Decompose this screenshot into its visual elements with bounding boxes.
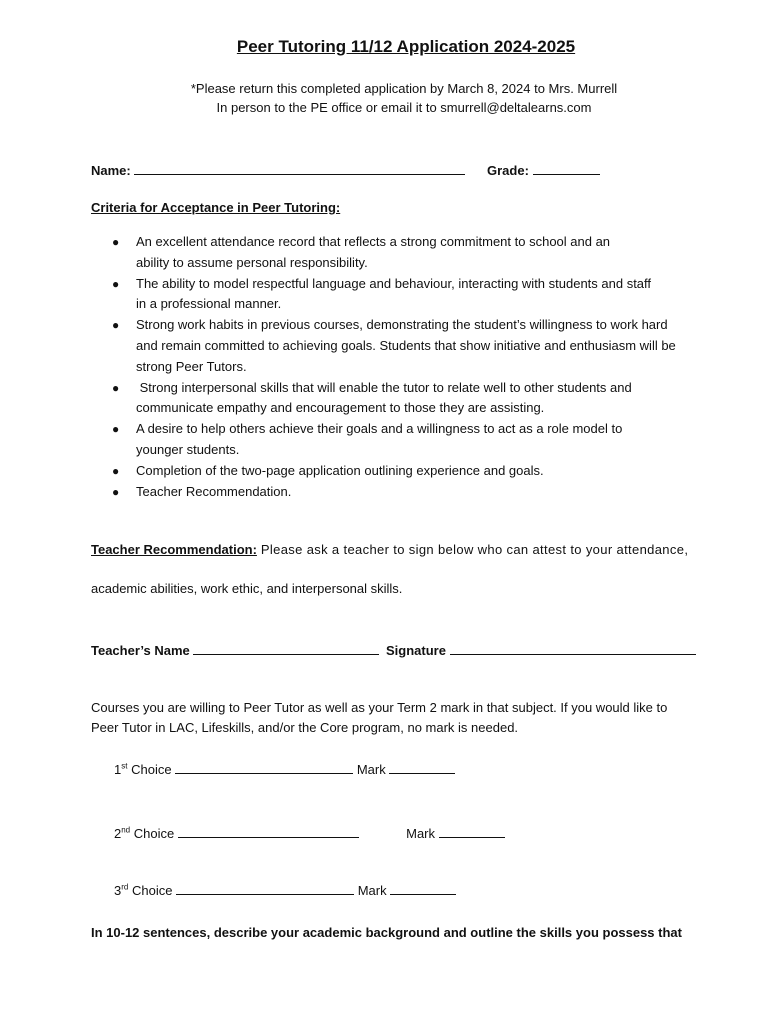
- signature-label: Signature: [386, 643, 446, 658]
- bullet-icon: ●: [112, 276, 120, 291]
- teacher-rec-label: Teacher Recommendation:: [91, 542, 257, 557]
- page-title: Peer Tutoring 11/12 Application 2024-2025: [236, 37, 576, 56]
- choice-3-input-line[interactable]: [176, 882, 354, 895]
- bullet-icon: ●: [112, 463, 120, 478]
- courses-intro: Courses you are willing to Peer Tutor as well as your Term 2 mark in that subject. If you would like to: [91, 700, 668, 715]
- submission-instruction: In person to the PE office or email it to smurrell@deltalearns.com: [216, 100, 592, 115]
- choice-1-row: 1st Choice Mark: [114, 761, 455, 777]
- grade-field: [487, 162, 600, 178]
- teacher-rec-text: Please ask a teacher to sign below who can attest to your attendance,: [256, 542, 689, 557]
- teacher-rec-paragraph: [91, 542, 688, 557]
- choice-2-row: 2nd Choice Mark: [114, 825, 505, 841]
- criteria-item: ● Strong work habits in previous courses, demonstrating the student’s willingness to work hard and remain committed to achieving goals. Students that show initiative and enthusiasm will be strong Peer Tutors.: [112, 317, 676, 374]
- courses-intro-cont: Peer Tutor in LAC, Lifeskills, and/or the Core program, no mark is needed.: [91, 720, 519, 735]
- criteria-item: ● Strong interpersonal skills that will enable the tutor to relate well to other students and communicate empathy and encouragement to those they are assisting.: [112, 379, 632, 416]
- name-field: [91, 162, 465, 178]
- teacher-name-input-line[interactable]: [193, 642, 379, 655]
- criteria-list: [100, 232, 740, 502]
- choice-2-input-line[interactable]: [178, 825, 359, 838]
- essay-prompt: In 10-12 sentences, describe your academic background and outline the skills you possess that: [91, 925, 682, 940]
- criteria-item: ● A desire to help others achieve their goals and a willingness to act as a role model to younger students.: [112, 421, 623, 457]
- teacher-rec-text-cont: academic abilities, work ethic, and interpersonal skills.: [91, 581, 403, 596]
- signature-input-line[interactable]: [450, 642, 696, 655]
- criteria-item: ● An excellent attendance record that reflects a strong commitment to school and an ability to assume personal responsibility.: [112, 234, 611, 270]
- name-label: Name:: [91, 163, 131, 178]
- mark-1-input-line[interactable]: [389, 761, 455, 774]
- criteria-item: ● The ability to model respectful language and behaviour, interacting with students and staff in a professional manner.: [112, 275, 652, 312]
- choice-1-label: Choice: [131, 762, 172, 777]
- name-input-line[interactable]: [134, 162, 465, 175]
- bullet-icon: ●: [112, 235, 120, 249]
- choice-2-label: Choice: [133, 826, 175, 841]
- criteria-item: ● Completion of the two-page application outlining experience and goals.: [100, 461, 740, 482]
- bullet-icon: ●: [112, 484, 120, 499]
- mark-2-label: Mark: [406, 826, 435, 841]
- teacher-name-field: [91, 642, 379, 658]
- grade-label: Grade:: [487, 163, 529, 178]
- grade-input-line[interactable]: [533, 162, 600, 175]
- mark-3-input-line[interactable]: [390, 882, 456, 895]
- bullet-icon: ●: [112, 380, 120, 395]
- mark-2-input-line[interactable]: [439, 825, 505, 838]
- mark-3-label: Mark: [357, 883, 387, 898]
- criteria-heading: Criteria for Acceptance in Peer Tutoring:: [91, 200, 341, 215]
- choice-3-row: 3rd Choice Mark: [114, 882, 456, 898]
- return-instruction: *Please return this completed application by March 8, 2024 to Mrs. Murrell: [190, 81, 618, 96]
- choice-1-input-line[interactable]: [175, 761, 353, 774]
- bullet-icon: ●: [112, 422, 120, 437]
- bullet-icon: ●: [112, 318, 120, 333]
- signature-field: [386, 642, 696, 658]
- criteria-item: ● Teacher Recommendation.: [100, 482, 740, 503]
- teacher-name-label: Teacher’s Name: [91, 643, 190, 658]
- choice-3-label: Choice: [131, 883, 173, 898]
- mark-1-label: Mark: [356, 762, 386, 777]
